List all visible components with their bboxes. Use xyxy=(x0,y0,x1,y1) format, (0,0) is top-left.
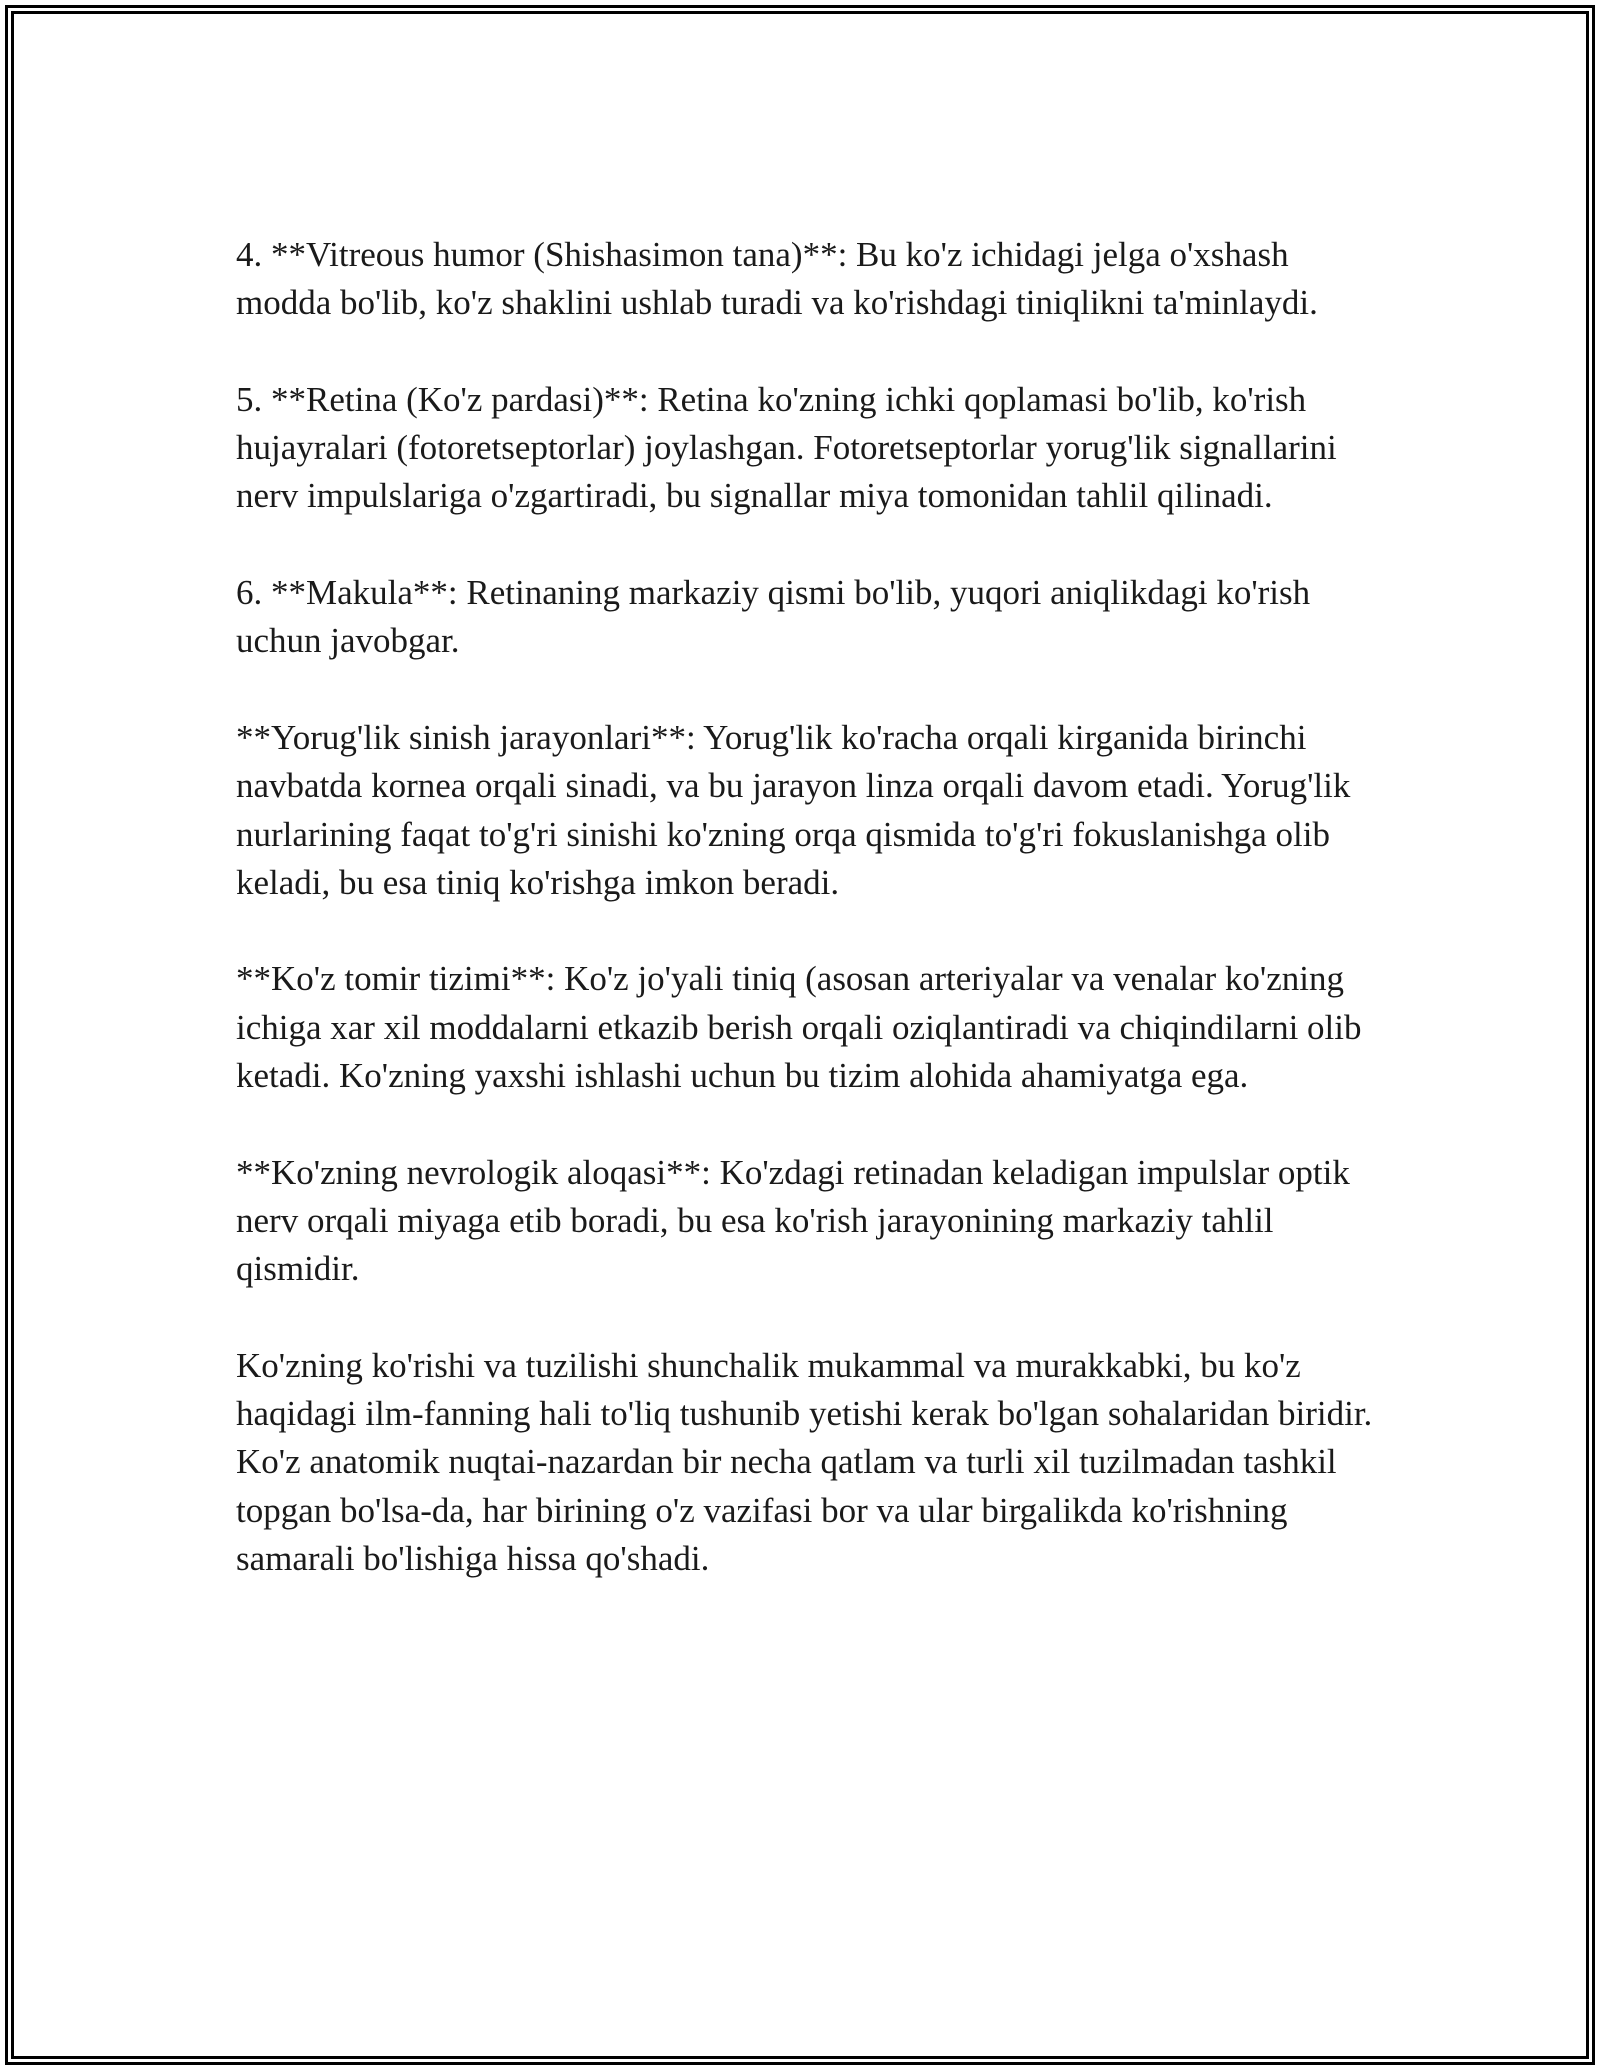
paragraph-neurological-connection: **Ko'zning nevrologik aloqasi**: Ko'zdagi retinadan keladigan impulslar optik nerv orqali miyaga etib boradi, bu esa ko'rish jarayonining markaziy tahlil qismidir. xyxy=(236,1152,1350,1289)
paragraph-makula: 6. **Makula**: Retinaning markaziy qismi bo'lib, yuqori aniqlikdagi ko'rish uchun javobgar. xyxy=(236,573,1311,661)
paragraph-vascular-system: **Ko'z tomir tizimi**: Ko'z jo'yali tiniq (asosan arteriyalar va venalar ko'zning ichiga xar xil moddalarni etkazib berish orqali oziqlantiradi va chiqindilarni olib ketadi. Ko'zning yaxshi ishlashi uchun bu tizim alohida ahamiyatga ega. xyxy=(236,959,1362,1096)
paragraph-retina: 5. **Retina (Ko'z pardasi)**: Retina ko'zning ichki qoplamasi bo'lib, ko'rish hujayralari (fotoretseptorlar) joylashgan. Fotoretseptorlar yorug'lik signallarini nerv impulslariga o'zgartiradi, bu signallar miya tomonidan tahlil qilinadi. xyxy=(236,379,1337,516)
paragraph-light-refraction: **Yorug'lik sinish jarayonlari**: Yorug'lik ko'racha orqali kirganida birinchi navbatda kornea orqali sinadi, va bu jarayon linza orqali davom etadi. Yorug'lik nurlarining faqat to'g'ri sinishi ko'zning orqa qismida to'g'ri fokuslanishga olib keladi, bu esa tiniq ko'rishga imkon beradi. xyxy=(236,717,1351,902)
document-body xyxy=(236,231,1386,1583)
paragraph-vitreous-humor: 4. **Vitreous humor (Shishasimon tana)**: Bu ko'z ichidagi jelga o'xshash modda bo'lib, ko'z shaklini ushlab turadi va ko'rishdagi tiniqlikni ta'minlaydi. xyxy=(236,235,1318,323)
paragraph-conclusion: Ko'zning ko'rishi va tuzilishi shunchalik mukammal va murakkabki, bu ko'z haqidagi ilm-fanning hali to'liq tushunib yetishi kerak bo'lgan sohalaridan biridir. Ko'z anatomik nuqtai-nazardan bir necha qatlam va turli xil tuzilmadan tashkil topgan bo'lsa-da, har birining o'z vazifasi bor va ular birgalikda ko'rishning samarali bo'lishiga hissa qo'shadi. xyxy=(236,1345,1373,1579)
